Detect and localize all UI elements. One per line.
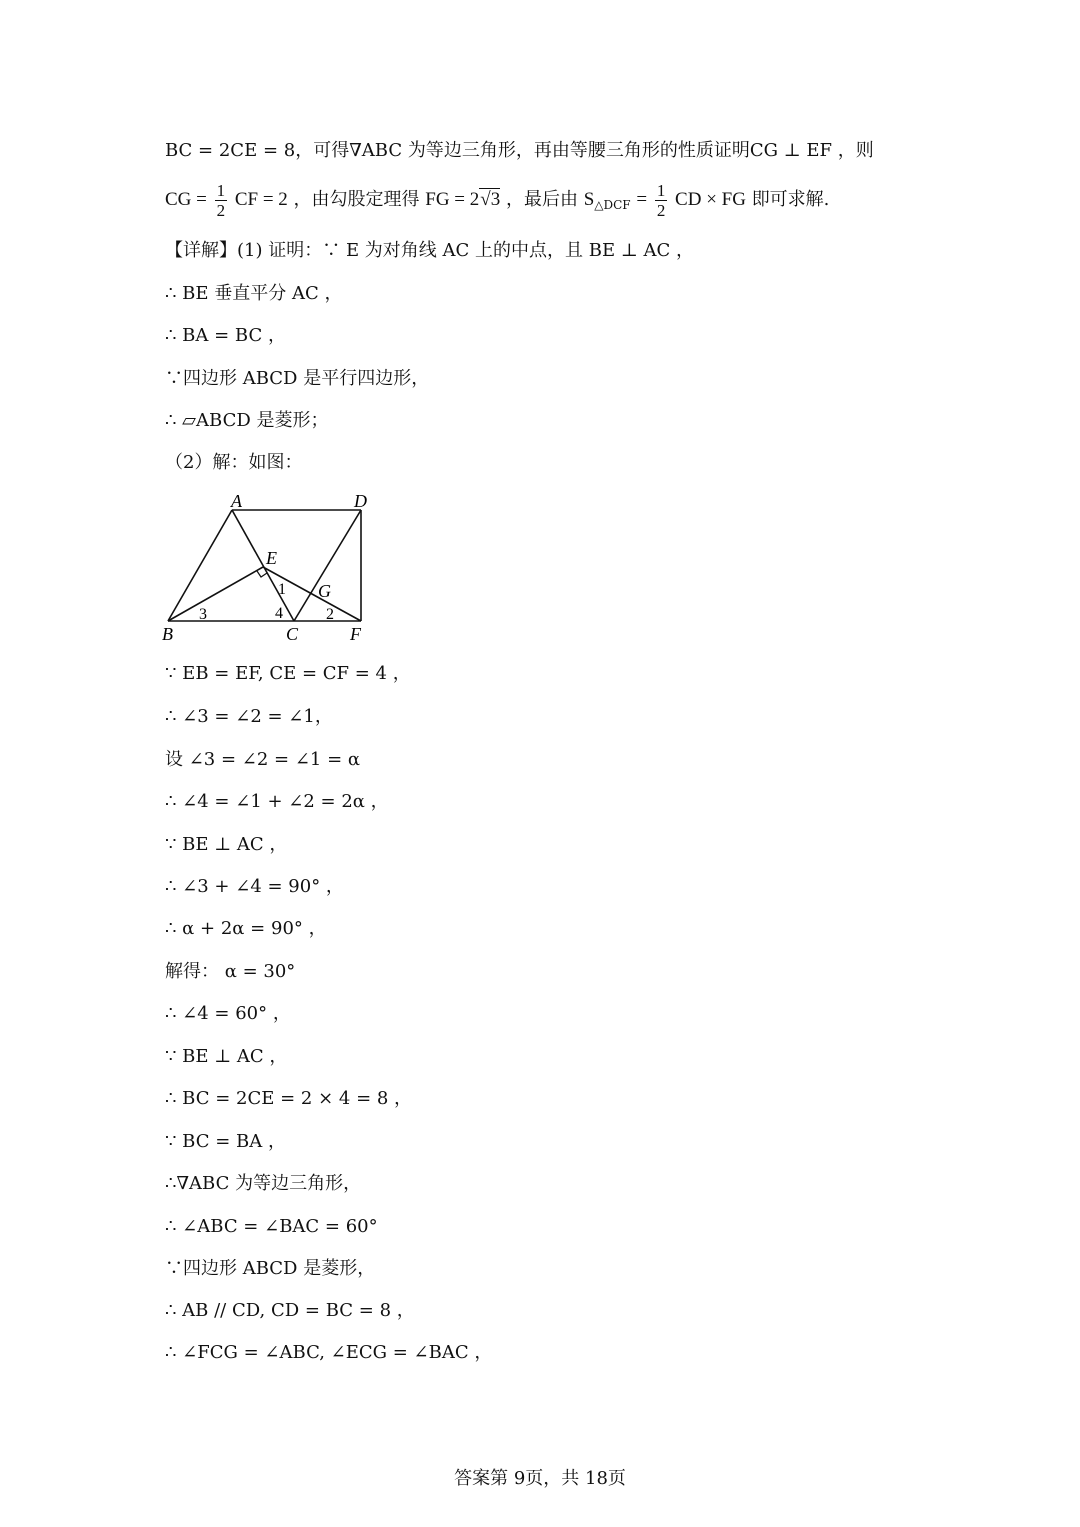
fraction-denominator: 2	[216, 200, 226, 220]
text-line: 解得： α = 30°	[165, 961, 296, 982]
text-line: ∴ BE 垂直平分 AC ，	[165, 283, 343, 304]
formula-part: ，最后由	[505, 189, 578, 210]
right-angle-mark	[257, 571, 267, 577]
sqrt-argument: 3	[490, 189, 501, 210]
text-line: ∵ BC = BA ，	[165, 1131, 286, 1152]
angle-label-4: 4	[275, 605, 283, 622]
angle-label-3: 3	[199, 606, 207, 623]
page-footer: 答案第 9页，共 18页	[454, 1468, 626, 1489]
formula-part: =	[636, 189, 648, 210]
segment-BE	[168, 567, 263, 621]
point-label-D: D	[354, 491, 367, 511]
formula-part: 即可求解.	[751, 189, 830, 210]
text-line: ∴ α + 2α = 90° ，	[165, 918, 327, 939]
text-line: BC = 2CE = 8，可得∇ABC 为等边三角形，再由等腰三角形的性质证明CG ⊥ EF ，则	[165, 140, 874, 161]
text-line: ∴ BC = 2CE = 2 × 4 = 8 ，	[165, 1088, 413, 1109]
geometry-figure	[155, 488, 385, 646]
text-line: ∴ ▱ABCD 是菱形；	[165, 410, 329, 431]
point-label-E: E	[266, 548, 277, 568]
text-line: ∴ ∠FCG = ∠ABC, ∠ECG = ∠BAC ，	[165, 1342, 493, 1363]
point-label-A: A	[231, 491, 242, 511]
formula-part: FG = 2	[425, 189, 480, 210]
text-line: ∵四边形 ABCD 是菱形，	[165, 1258, 376, 1279]
text-line: ∴∇ABC 为等边三角形，	[165, 1173, 362, 1194]
fraction	[215, 182, 228, 219]
fraction	[655, 182, 668, 219]
text-line: 设 ∠3 = ∠2 = ∠1 = α	[165, 749, 361, 770]
text-line: 【详解】(1) 证明：∵ E 为对角线 AC 上的中点，且 BE ⊥ AC ，	[165, 240, 694, 261]
text-line: ∵四边形 ABCD 是平行四边形，	[165, 368, 430, 389]
text-line: ∴ ∠4 = ∠1 + ∠2 = 2α ，	[165, 791, 389, 812]
text-line: ∴ ∠ABC = ∠BAC = 60°	[165, 1216, 378, 1237]
angle-label-1: 1	[278, 581, 286, 598]
formula-part: CF = 2	[234, 189, 288, 210]
text-line: （2）解：如图：	[165, 452, 303, 473]
text-line: ∵ EB = EF, CE = CF = 4 ，	[165, 663, 411, 684]
text-line: ∴ ∠3 + ∠4 = 90° ，	[165, 876, 344, 897]
formula-part: CD × FG	[675, 189, 746, 210]
point-label-G: G	[318, 581, 331, 601]
point-label-C: C	[286, 624, 299, 644]
fraction-denominator: 2	[656, 200, 666, 220]
segment-AC	[232, 510, 294, 621]
text-line: ∴ BA = BC ，	[165, 325, 286, 346]
text-line: ∴ AB // CD, CD = BC = 8 ，	[165, 1300, 415, 1321]
fraction-numerator: 1	[656, 180, 666, 200]
formula-part: CG =	[165, 189, 207, 210]
sqrt-radical-icon: √	[480, 189, 491, 210]
area-subscript: △DCF	[594, 198, 631, 212]
formula-part: ，由勾股定理得	[293, 189, 420, 210]
text-line: ∵ BE ⊥ AC ，	[165, 1046, 288, 1067]
text-line: ∴ ∠3 = ∠2 = ∠1，	[165, 706, 333, 727]
segment-BA	[168, 510, 232, 621]
text-line: ∵ BE ⊥ AC ，	[165, 834, 288, 855]
area-symbol: S	[583, 189, 595, 210]
sqrt-symbol	[479, 188, 500, 210]
segment-CD	[294, 510, 361, 621]
text-line: ∴ ∠4 = 60° ，	[165, 1003, 291, 1024]
angle-label-2: 2	[326, 606, 334, 623]
fraction-numerator: 1	[216, 180, 226, 200]
point-label-F: F	[350, 624, 361, 644]
point-label-B: B	[162, 624, 173, 644]
formula-line	[165, 180, 829, 225]
